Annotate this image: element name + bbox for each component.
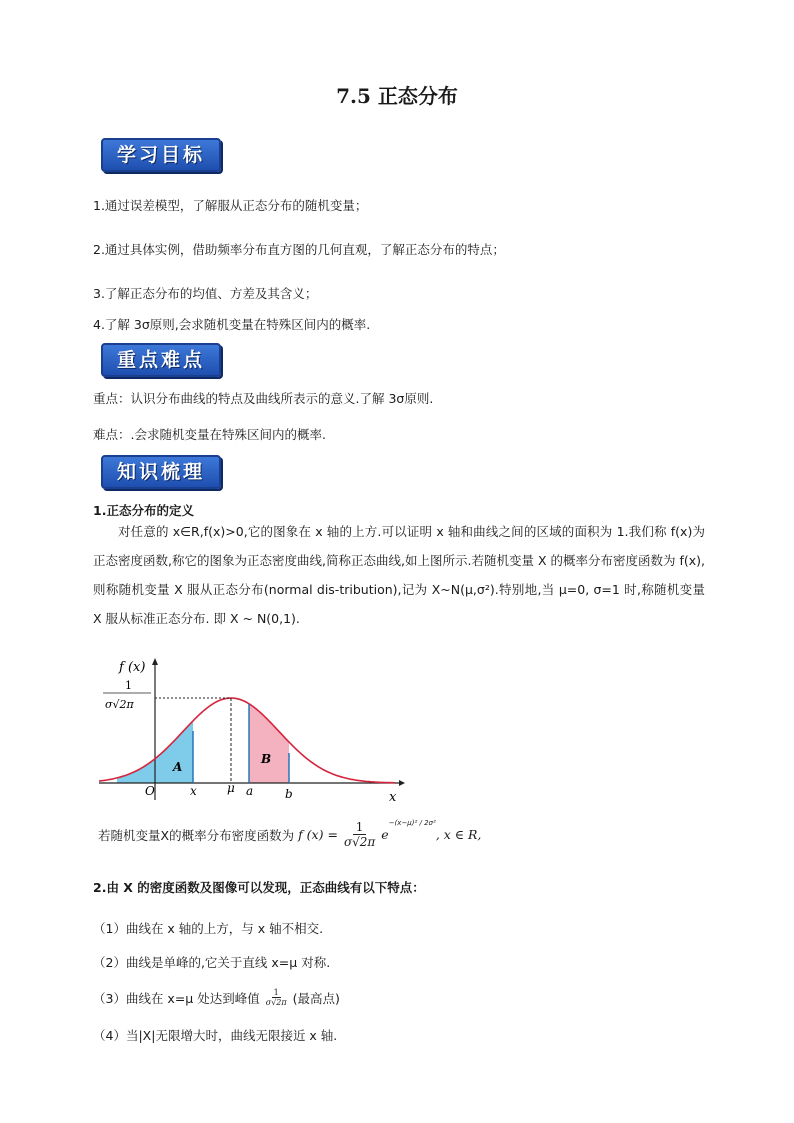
normal-curve-graph — [97, 655, 407, 805]
feature-1: （1）曲线在 x 轴的上方，与 x 轴不相交. — [93, 921, 324, 936]
tick-mu-label: μ — [227, 781, 235, 795]
section2-heading: 2.由 X 的密度函数及图像可以发现，正态曲线有以下特点： — [93, 880, 425, 895]
feature-3-peak-den: σ√2π — [265, 998, 287, 1007]
density-formula — [98, 820, 481, 849]
formula-num: 1 — [353, 820, 367, 835]
region-b-label: B — [261, 752, 272, 766]
tick-b-label: b — [285, 787, 293, 801]
formula-lhs: f (x) = — [298, 827, 338, 842]
feature-3: （3）曲线在 x=μ 处达到峰值 — [93, 990, 260, 1006]
feature-3-peak-num: 1 — [273, 988, 279, 997]
feature-3-row — [93, 988, 340, 1007]
formula-den: σ√2π — [343, 835, 376, 849]
key-point: 重点：认识分布曲线的特点及曲线所表示的意义.了解 3σ原则. — [93, 391, 434, 406]
x-axis-arrow — [399, 780, 405, 786]
badge-knowledge: 知识梳理 — [101, 455, 221, 489]
y-axis-label: f (x) — [119, 660, 146, 675]
region-a-label: A — [173, 760, 183, 774]
formula-e: e — [381, 827, 389, 842]
badge-key-points: 重点难点 — [101, 343, 221, 377]
feature-3-suffix: (最高点) — [292, 990, 340, 1006]
y-axis-arrow — [152, 658, 158, 665]
formula-exponent: −(x−μ)² / 2σ² — [388, 818, 436, 827]
objective-1: 1.通过误差模型，了解服从正态分布的随机变量； — [93, 198, 368, 213]
origin-label: O — [145, 784, 155, 798]
peak-label-num: 1 — [125, 679, 132, 692]
objective-2: 2.通过具体实例，借助频率分布直方图的几何直观，了解正态分布的特点； — [93, 242, 505, 257]
page-title: 7.5 正态分布 — [336, 84, 458, 108]
tick-x-label: x — [190, 784, 197, 798]
formula-prefix: 若随机变量X的概率分布密度函数为 — [98, 827, 295, 843]
x-axis-label: x — [389, 790, 397, 805]
feature-2: （2）曲线是单峰的,它关于直线 x=μ 对称. — [93, 955, 331, 970]
region-b-shading — [249, 704, 289, 783]
peak-label-den: σ√2π — [105, 698, 134, 711]
feature-3-peak-fraction — [264, 988, 289, 1007]
feature-4: （4）当|X|无限增大时，曲线无限接近 x 轴. — [93, 1028, 338, 1043]
objective-4: 4.了解 3σ原则,会求随机变量在特殊区间内的概率. — [93, 317, 371, 332]
tick-a-label: a — [246, 784, 254, 798]
badge-objectives: 学习目标 — [101, 138, 221, 172]
formula-suffix: , x ∈ R, — [435, 827, 482, 842]
difficult-point: 难点：.会求随机变量在特殊区间内的概率. — [93, 427, 326, 442]
section1-heading: 1.正态分布的定义 — [93, 503, 194, 518]
formula-fraction — [341, 820, 378, 849]
section1-paragraph: 对任意的 x∈R,f(x)>0,它的图象在 x 轴的上方.可以证明 x 轴和曲线之间的区域的面积为 1.我们称 f(x)为正态密度函数,称它的图象为正态密度曲线,简称正态曲线,如上图所示.若随机变量 X 的概率分布密度函数为 f(x),则称随机变量 X 服从正态分布(normal dis-tribution),记为 X~N(μ,σ²).特别地,当 μ=0, σ=1 时,称随机变量 X 服从标准正态分布. 即 X ~ N(0,1). — [93, 524, 705, 626]
objective-3: 3.了解正态分布的均值、方差及其含义； — [93, 286, 318, 301]
